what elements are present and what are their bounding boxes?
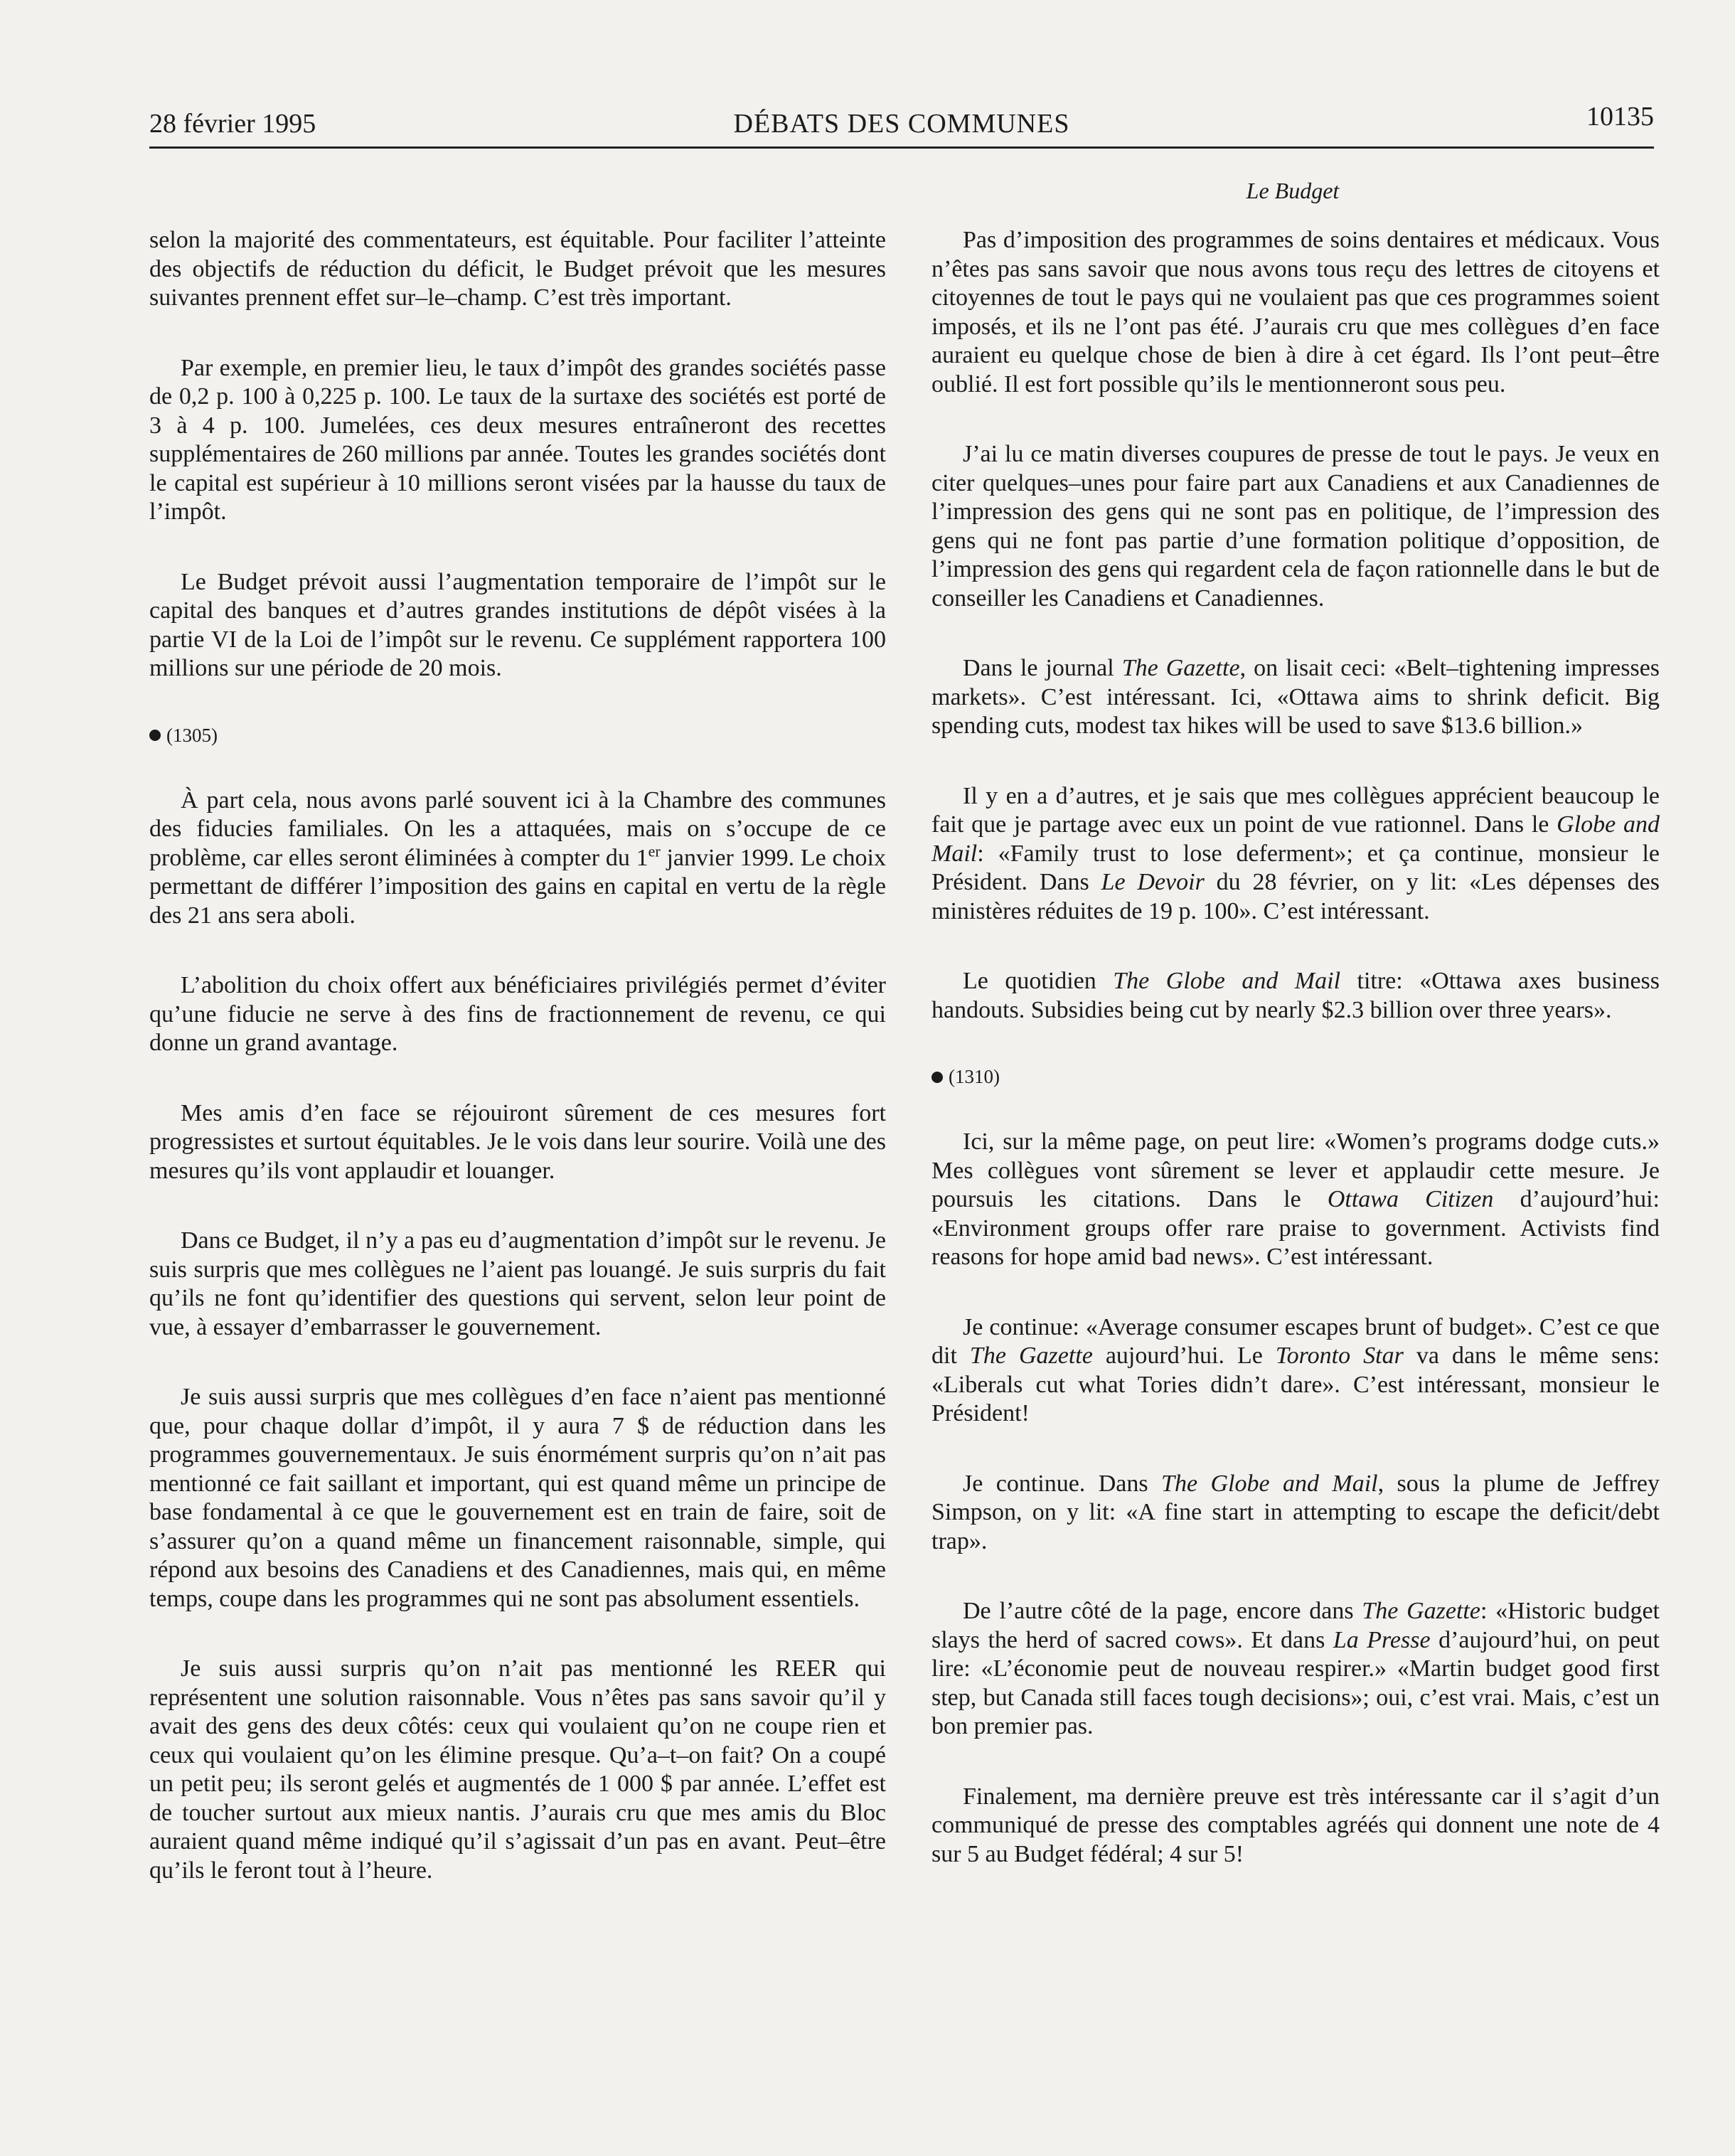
superscript: er xyxy=(648,842,661,860)
page-header xyxy=(149,101,1654,146)
paragraph xyxy=(931,654,1660,741)
running-title: Le Budget xyxy=(1246,178,1340,203)
text-run: , sous la plume de Jeffrey Simpson, on y lit: «A fine start in attempting to escape the deficit/debt trap». xyxy=(931,1470,1660,1554)
text-run: Je continue. Dans xyxy=(963,1470,1162,1497)
text-run: Ici, sur la même page, on peut lire: «Women’s programs dodge cuts.» Mes collègues vont sûrement se lever et applaudir cette mesure. Je poursuis les citations. Dans le xyxy=(931,1128,1660,1212)
publication-name: The Globe and Mail xyxy=(1113,968,1341,994)
text-run: : «Historic budget slays the herd of sacred cows». Et dans xyxy=(931,1598,1660,1653)
publication-name: La Presse xyxy=(1333,1626,1431,1653)
paragraph: Finalement, ma dernière preuve est très intéressante car il s’agit d’un communiqué de presse des comptables agréés qui donnent une note de 4 sur 5 au Budget fédéral; 4 sur 5! xyxy=(931,1783,1660,1867)
paragraph: Mes amis d’en face se réjouiront sûrement de ces mesures fort progressistes et surtout équitables. Je le vois dans leur sourire. Voilà une des mesures qu’ils vont applaudir et louanger. xyxy=(149,1099,886,1184)
paragraph: selon la majorité des commentateurs, est équitable. Pour faciliter l’atteinte des objectifs de réduction du déficit, le Budget prévoit que les mesures suivantes prennent effet sur–le–champ. C’est très important. xyxy=(149,227,886,311)
paragraph: Le Budget prévoit aussi l’augmentation temporaire de l’impôt sur le capital des banques et d’autres grandes institutions de dépôt visées à la partie VI de la Loi de l’impôt sur le revenu. Ce supplément rapportera 100 millions sur une période de 20 mois. xyxy=(149,568,886,681)
text-run: À part cela, nous avons parlé souvent ici à la Chambre des communes des fiducies familiales. On les a attaquées, mais on s’occupe de ce problème, car elles seront éliminées à compter du 1 xyxy=(149,786,886,871)
paragraph xyxy=(149,786,886,931)
paragraph: Je suis aussi surpris qu’on n’ait pas mentionné les REER qui représentent une solution raisonnable. Vous n’êtes pas sans savoir qu’il y avait des gens des deux côtés: ceux qui voulaient qu’on ne coupe rien et ceux qui voulaient qu’on les élimine presque. Qu’a–t–on fait? On a coupé un petit peu; ils seront gelés et augmentés de 1 000 $ par année. L’effet est de toucher surtout aux mieux nantis. J’aurais cru que mes amis du Bloc auraient quand même indiqué qu’il s’agissait d’un pas en avant. Peut–être qu’ils le feront tout à l’heure. xyxy=(149,1655,886,1884)
right-column xyxy=(931,226,1660,1910)
publication-name: The Gazette xyxy=(1121,655,1240,681)
bullet-icon xyxy=(149,730,161,741)
publication-name: Le Devoir xyxy=(1101,869,1205,895)
paragraph xyxy=(931,1597,1660,1741)
header-journal-title: DÉBATS DES COMMUNES xyxy=(733,109,1070,139)
publication-name: The Gazette xyxy=(1362,1598,1480,1624)
text-run: titre: «Ottawa axes business handouts. Subsidies being cut by nearly $2.3 billion over three years». xyxy=(931,968,1660,1023)
paragraph: Dans ce Budget, il n’y a pas eu d’augmentation d’impôt sur le revenu. Je suis surpris que mes collègues ne l’aient pas louangé. Je suis surpris du fait qu’ils ne font qu’identifier des questions qui servent, selon leur point de vue, à essayer d’embarrasser le gouvernement. xyxy=(149,1227,886,1340)
text-run: d’aujourd’hui: «Environment groups offer rare praise to government. Activists find reasons for hope amid bad news». C’est intéressant. xyxy=(931,1186,1660,1270)
paragraph xyxy=(931,1313,1660,1429)
paragraph: Par exemple, en premier lieu, le taux d’impôt des grandes sociétés passe de 0,2 p. 100 à 0,225 p. 100. Le taux de la surtaxe des sociétés est porté de 3 à 4 p. 100. Jumelées, ces deux mesures entraîneront des recettes supplémentaires de 260 millions par année. Toutes les grandes sociétés dont le capital est supérieur à 10 millions seront visées par la hausse du taux de l’impôt. xyxy=(149,354,886,525)
text-run: aujourd’hui. Le xyxy=(1092,1343,1276,1369)
bullet-icon xyxy=(931,1072,943,1083)
text-run: Je continue: «Average consumer escapes brunt of budget». C’est ce que dit xyxy=(931,1313,1660,1369)
text-run: Le quotidien xyxy=(963,968,1114,994)
publication-name: Ottawa Citizen xyxy=(1327,1186,1494,1212)
paragraph: Pas d’imposition des programmes de soins dentaires et médicaux. Vous n’êtes pas sans savoir que nous avons tous reçu des lettres de citoyens et citoyennes de tout le pays qui ne voulaient pas que ces programmes soient imposés, et ils ne l’ont pas été. J’aurais cru que mes collègues d’en face auraient eu quelque chose de bien à dire à cet égard. Ils l’ont peut–être oublié. Il est fort possible qu’ils le mentionneront sous peu. xyxy=(931,227,1660,397)
text-run: , on lisait ceci: «Belt–tightening impresses markets». C’est intéressant. Ici, «Ottawa aims to shrink deficit. Big spending cuts, modest tax hikes will be used to save $13.6 billion.» xyxy=(931,655,1660,739)
text-run: va dans le même sens: «Liberals cut what Tories didn’t dare». C’est intéressant, monsieur le Président! xyxy=(931,1343,1660,1426)
paragraph xyxy=(931,782,1660,927)
publication-name: The Globe and Mail xyxy=(1161,1470,1378,1497)
publication-name: Globe and Mail xyxy=(931,811,1660,867)
text-run: Dans le journal xyxy=(963,655,1122,681)
publication-name: The Gazette xyxy=(969,1343,1093,1369)
paragraph xyxy=(931,1128,1660,1272)
text-run: : «Family trust to lose deferment»; et ça continue, monsieur le Président. Dans xyxy=(931,840,1660,895)
text-run: De l’autre côté de la page, encore dans xyxy=(963,1598,1362,1624)
time-marker-label: (1310) xyxy=(949,1066,1000,1087)
header-date: 28 février 1995 xyxy=(149,109,316,139)
time-marker xyxy=(149,725,886,747)
paragraph xyxy=(931,1470,1660,1557)
text-run: janvier 1999. Le choix permettant de différer l’imposition des gains en capital en vertu de la règle des 21 ans sera aboli. xyxy=(149,844,887,929)
time-marker xyxy=(931,1066,1660,1088)
header-page-number: 10135 xyxy=(1586,102,1654,132)
left-column xyxy=(149,226,886,1926)
time-marker-label: (1305) xyxy=(166,724,218,746)
text-run: Il y en a d’autres, et je sais que mes collègues apprécient beaucoup le fait que je partage avec eux un point de vue rationnel. Dans le xyxy=(931,782,1660,838)
header-rule xyxy=(149,146,1654,149)
paragraph xyxy=(931,967,1660,1025)
publication-name: Toronto Star xyxy=(1275,1343,1404,1369)
paragraph: L’abolition du choix offert aux bénéficiaires privilégiés permet d’éviter qu’une fiducie ne serve à des fins de fractionnement de revenu, ce qui donne un grand avantage. xyxy=(149,972,886,1056)
text-run: du 28 février, on y lit: «Les dépenses des ministères réduites de 19 p. 100». C’est intéressant. xyxy=(931,869,1660,924)
text-run: d’aujourd’hui, on peut lire: «L’économie peut de nouveau respirer.» «Martin budget good first step, but Canada still faces tough decisions»; oui, c’est vrai. Mais, c’est un bon premier pas. xyxy=(931,1626,1660,1739)
paragraph: Je suis aussi surpris que mes collègues d’en face n’aient pas mentionné que, pour chaque dollar d’impôt, il y aura 7 $ de réduction dans les programmes gouvernementaux. Je suis énormément surpris qu’on n’ait pas mentionné ce fait saillant et important, qui est quand même un principe de base fondamental à ce que le gouvernement est en train de faire, soit de s’assurer qu’on a quand même un financement raisonnable, simple, qui répond aux besoins des Canadiens et des Canadiennes, mais qui, en même temps, coupe dans les programmes qui ne sont pas absolument essentiels. xyxy=(149,1384,886,1612)
paragraph: J’ai lu ce matin diverses coupures de presse de tout le pays. Je veux en citer quelques–unes pour faire part aux Canadiens et aux Canadiennes de l’impression des gens qui ne sont pas en politique, de l’impression des gens qui ne font pas partie d’une formation politique d’opposition, de l’impression des gens qui regardent cela de façon rationnelle dans le but de conseiller les Canadiens et Canadiennes. xyxy=(931,441,1660,612)
